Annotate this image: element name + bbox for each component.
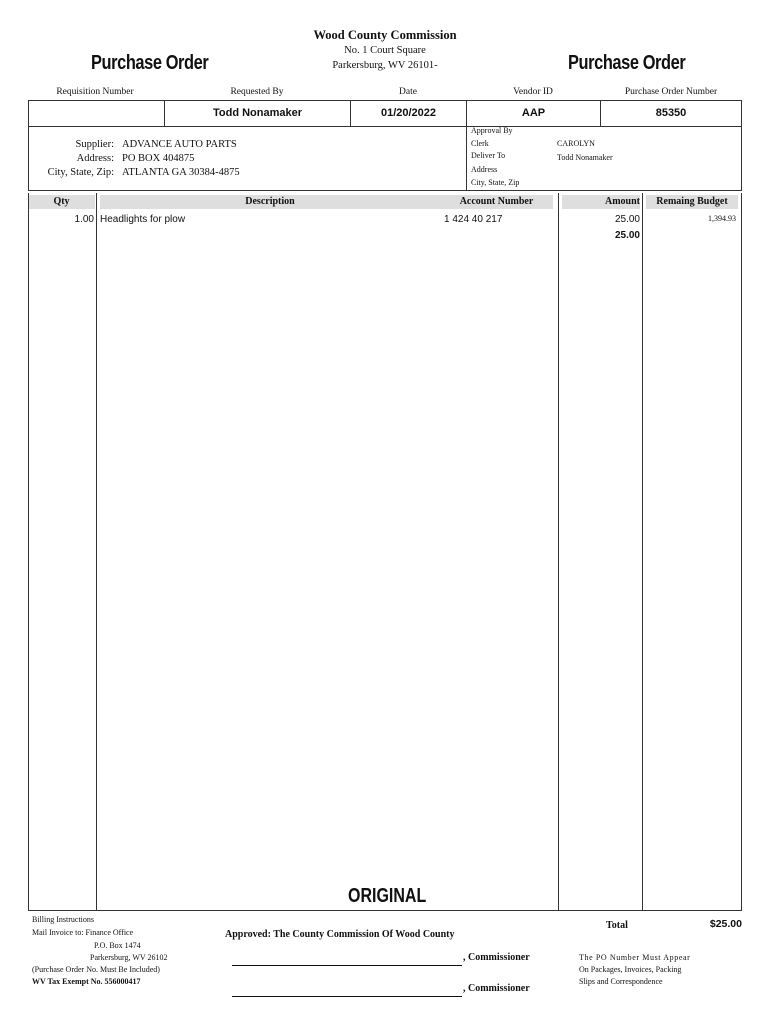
commissioner-label-2: , Commissioner — [463, 983, 530, 994]
vendor-id-label: Vendor ID — [513, 87, 553, 97]
supplier-address-value: PO BOX 404875 — [122, 153, 195, 164]
tax-exempt-number: WV Tax Exempt No. 556000417 — [32, 977, 141, 986]
po-number-value: 85350 — [655, 107, 687, 119]
vendor-id-value: AAP — [521, 107, 546, 119]
item-description: Headlights for plow — [100, 214, 186, 225]
commissioner-signature-line-1 — [232, 965, 462, 966]
item-amount: 25.00 — [614, 214, 640, 225]
po-notice-line3: Slips and Correspondence — [579, 977, 663, 986]
organization-address-line1: No. 1 Court Square — [344, 45, 426, 56]
billing-mail-line: Mail Invoice to: Finance Office — [32, 928, 134, 937]
deliver-address-label: Address — [471, 165, 498, 174]
clerk-value: CAROLYN — [557, 139, 595, 148]
item-remaining-budget: 1,394.93 — [708, 214, 736, 223]
supplier-label: Supplier: — [75, 139, 114, 150]
approval-by-label: Approval By — [471, 126, 513, 135]
line-items-table — [28, 193, 742, 911]
requested-by-value: Todd Nonamaker — [212, 107, 303, 119]
budget-column-header: Remaing Budget — [646, 195, 738, 209]
organization-address-line2: Parkersburg, WV 26101- — [332, 60, 438, 71]
clerk-label: Clerk — [471, 139, 489, 148]
item-account-number: 1 424 40 217 — [444, 214, 503, 225]
page-title-right: Purchase Order — [568, 52, 686, 74]
approval-statement: Approved: The County Commission Of Wood County — [225, 929, 455, 940]
page-title-left: Purchase Order — [91, 52, 209, 74]
po-notice-line1: The PO Number Must Appear — [579, 953, 691, 962]
requisition-label: Requisition Number — [56, 87, 134, 97]
supplier-address-label: Address: — [76, 153, 114, 164]
po-number-label: Purchase Order Number — [624, 87, 718, 97]
billing-po-box: P.O. Box 1474 — [94, 941, 141, 950]
po-notice-line2: On Packages, Invoices, Packing — [579, 965, 682, 974]
commissioner-signature-line-2 — [232, 996, 462, 997]
deliver-to-value: Todd Nonamaker — [557, 153, 613, 162]
billing-city: Parkersburg, WV 26102 — [90, 953, 168, 962]
qty-column-header: Qty — [28, 195, 95, 209]
deliver-csz-label: City, State, Zip — [471, 178, 520, 187]
supplier-csz-label: City, State, Zip: — [47, 167, 114, 178]
header-value-row — [28, 100, 742, 127]
original-copy-label: ORIGINAL — [348, 885, 427, 907]
amount-column-header: Amount — [562, 195, 640, 209]
date-label: Date — [399, 87, 417, 97]
deliver-to-label: Deliver To — [471, 151, 506, 160]
organization-name: Wood County Commission — [313, 28, 457, 42]
description-column-header: Description — [100, 195, 440, 209]
billing-instructions-title: Billing Instructions — [32, 915, 94, 924]
amount-subtotal: 25.00 — [614, 230, 640, 241]
item-qty: 1.00 — [74, 214, 94, 225]
total-label: Total — [606, 920, 628, 931]
account-column-header: Account Number — [440, 195, 553, 209]
requested-by-label: Requested By — [230, 87, 284, 97]
date-value: 01/20/2022 — [380, 107, 437, 119]
supplier-value: ADVANCE AUTO PARTS — [122, 139, 237, 150]
total-value: $25.00 — [709, 918, 742, 930]
supplier-csz-value: ATLANTA GA 30384-4875 — [122, 167, 240, 178]
commissioner-label-1: , Commissioner — [463, 952, 530, 963]
billing-note: (Purchase Order No. Must Be Included) — [32, 965, 160, 974]
